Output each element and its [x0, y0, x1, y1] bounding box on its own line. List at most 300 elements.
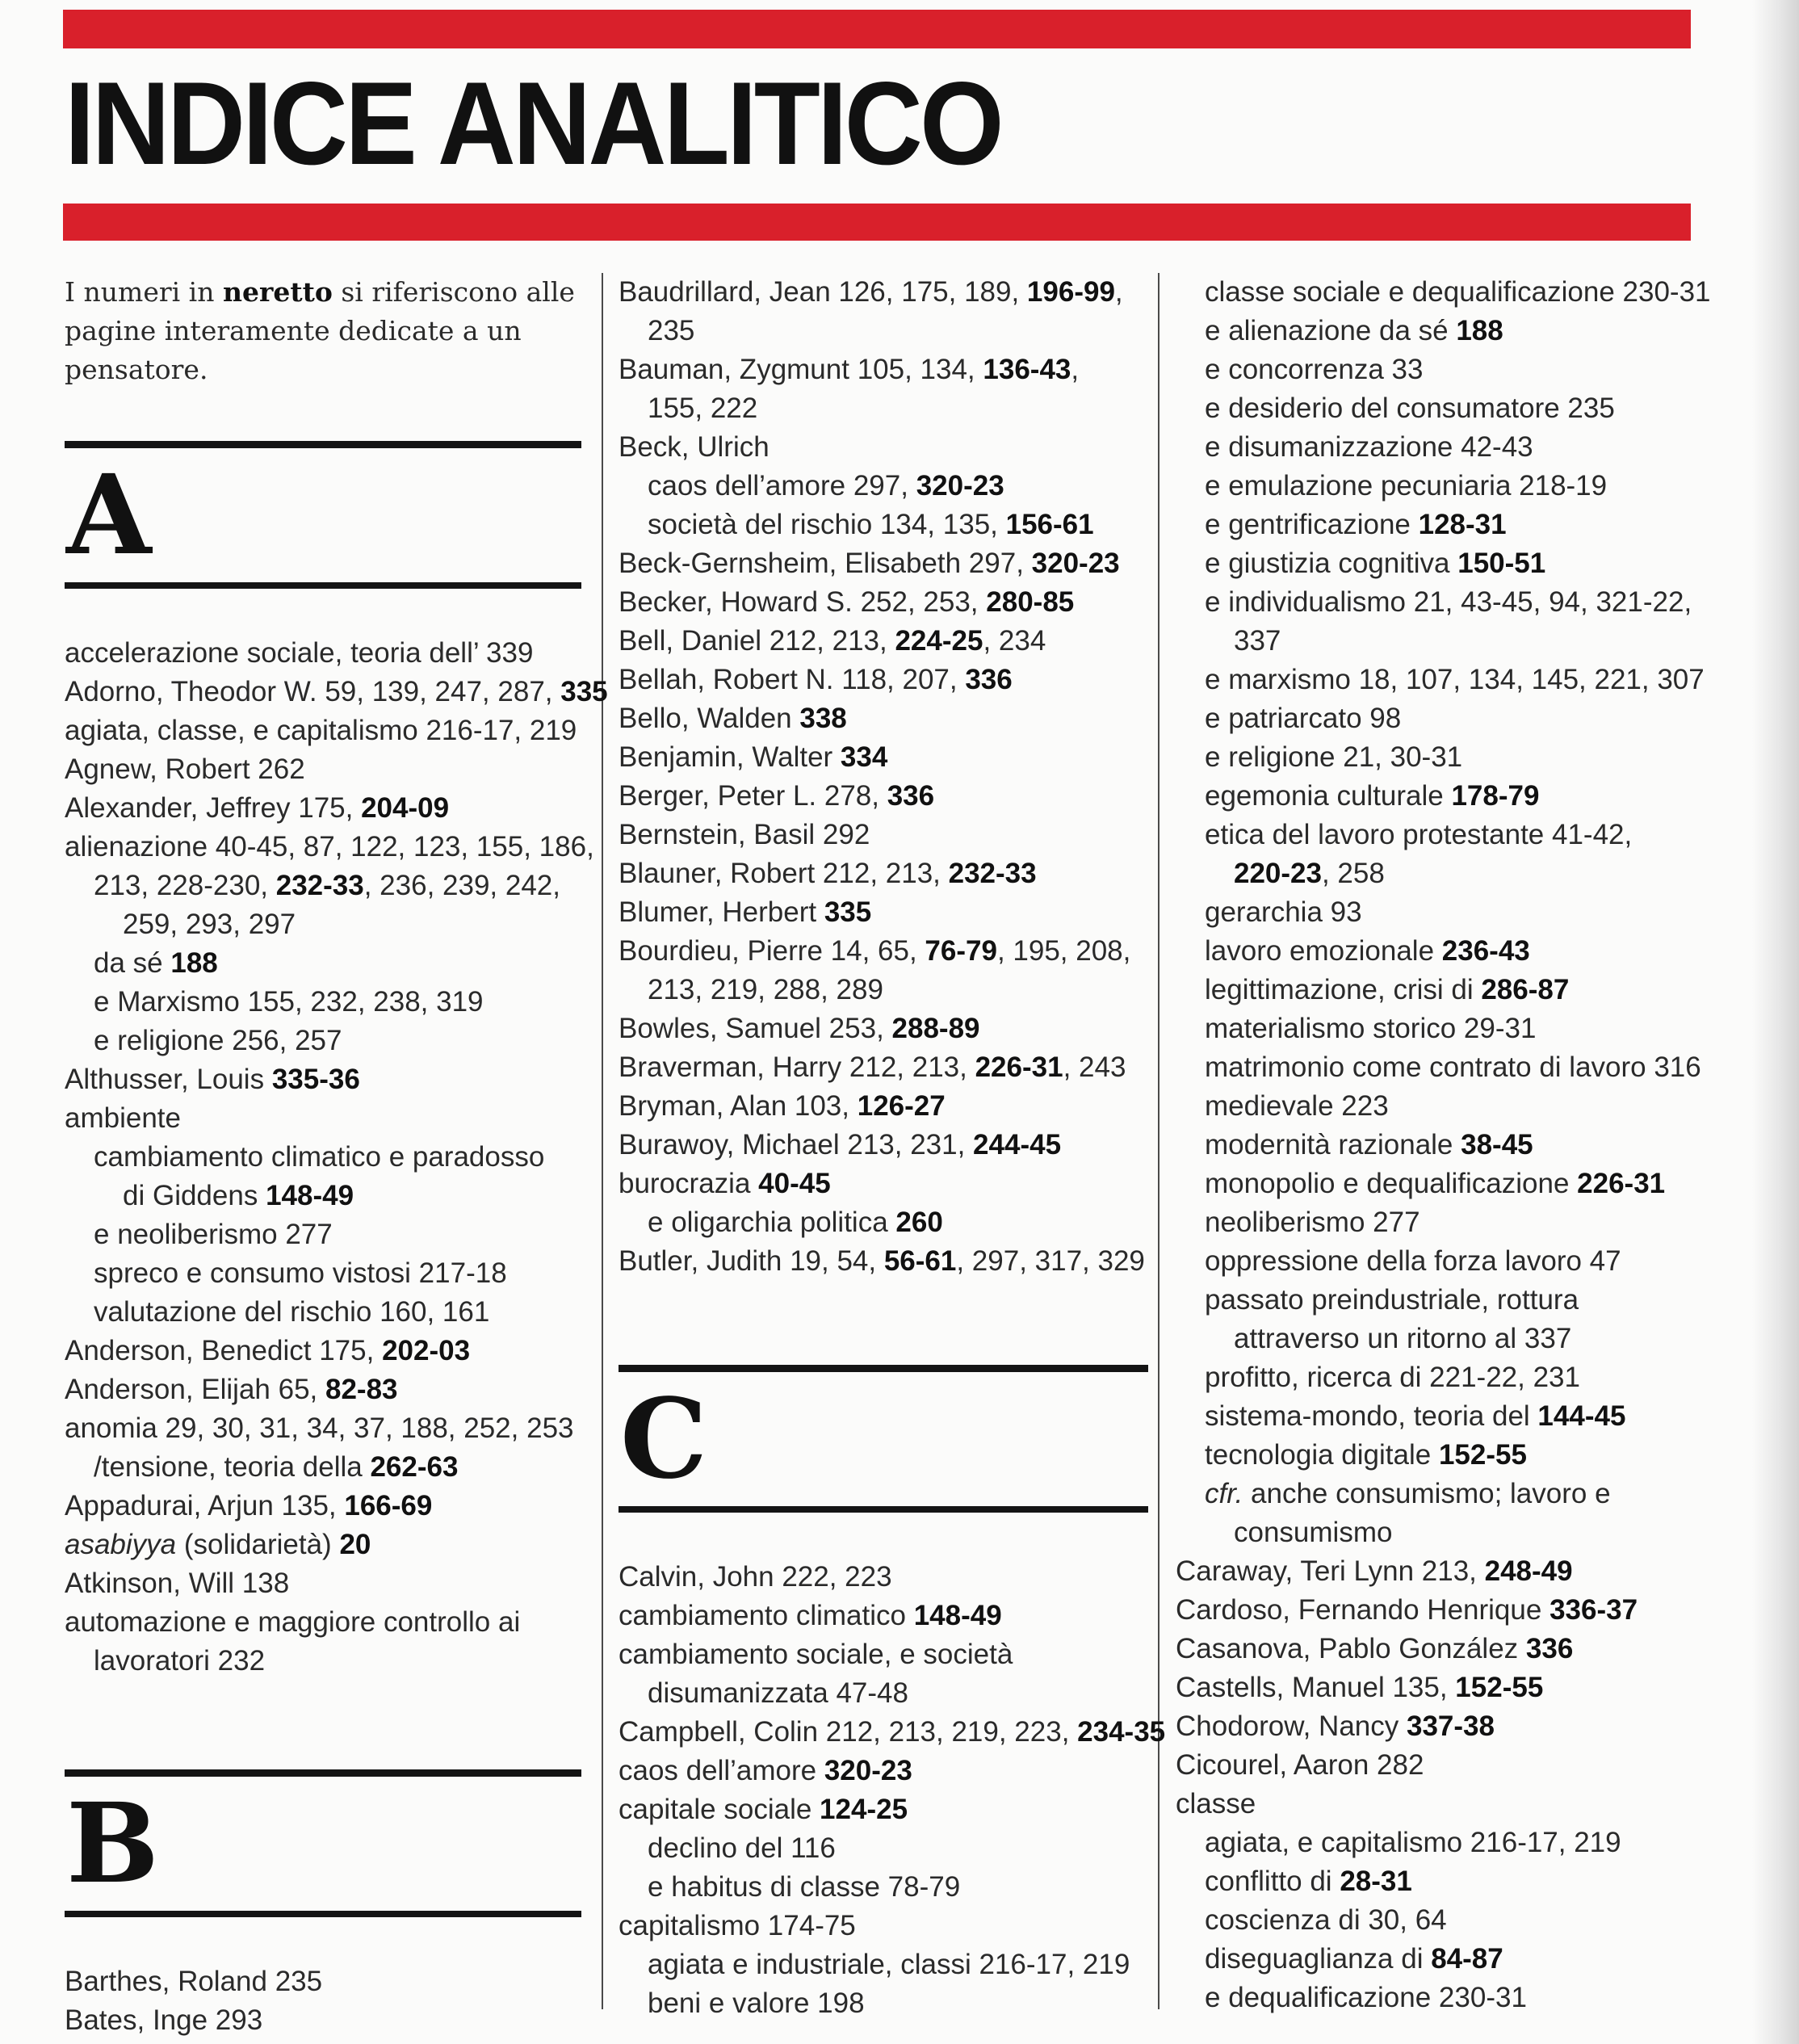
page-ref-bold: 150-51	[1457, 548, 1546, 579]
index-subentry	[65, 1177, 581, 1215]
index-subentry	[619, 506, 1148, 544]
entry-text: Braverman, Harry 212, 213,	[619, 1051, 975, 1083]
index-subentry	[1176, 1475, 1741, 1513]
column-divider	[1158, 273, 1159, 2009]
index-entry	[619, 1126, 1148, 1165]
index-subentry	[1176, 1320, 1741, 1358]
index-entry	[619, 428, 1148, 467]
entry-text: conflitto di	[1205, 1866, 1340, 1897]
entry-text: Blauner, Robert 212, 213,	[619, 858, 949, 889]
index-subentry	[619, 1203, 1148, 1242]
entry-text: tecnologia digitale	[1205, 1439, 1439, 1471]
entry-text: medievale 223	[1205, 1090, 1389, 1122]
title-bar-top	[63, 10, 1691, 48]
index-subentry	[1176, 1436, 1741, 1475]
page-ref-bold: 196-99	[1026, 276, 1115, 308]
page-ref-bold: 335-36	[271, 1064, 360, 1095]
page-ref-bold: 320-23	[916, 470, 1004, 502]
index-subentry	[1176, 467, 1741, 506]
page-ref-bold: 232-33	[275, 870, 364, 901]
entry-text: matrimonio come contrato di lavoro 316	[1205, 1051, 1701, 1083]
entry-text: Bowles, Samuel 253,	[619, 1013, 892, 1044]
index-subentry	[619, 467, 1148, 506]
entry-text: Adorno, Theodor W. 59, 139, 247, 287,	[65, 676, 561, 707]
page-ref-bold: 334	[840, 741, 888, 773]
column-divider	[602, 273, 603, 2009]
entry-text: cambiamento sociale, e società	[619, 1639, 1013, 1670]
index-entry	[619, 932, 1148, 971]
entry-text: e neoliberismo 277	[94, 1219, 333, 1250]
index-subentry	[1176, 1203, 1741, 1242]
entry-text: Cicourel, Aaron 282	[1176, 1749, 1424, 1781]
page-ref-bold: 76-79	[925, 935, 997, 967]
index-subentry	[619, 1868, 1148, 1907]
entry-text: Cardoso, Fernando Henrique	[1176, 1594, 1550, 1626]
page-ref-bold: 40-45	[758, 1168, 831, 1199]
entry-text: ,	[1114, 276, 1123, 308]
index-subentry	[1176, 389, 1741, 428]
title-bar-bottom	[63, 204, 1691, 241]
entry-text: Anderson, Elijah 65,	[65, 1374, 325, 1405]
entry-text: Appadurai, Arjun 135,	[65, 1490, 345, 1521]
index-subentry	[1176, 1979, 1741, 2017]
entries-c-continued	[1176, 273, 1741, 2017]
entry-text: Bell, Daniel 212, 213,	[619, 625, 895, 657]
entry-text: neoliberismo 277	[1205, 1207, 1420, 1238]
entry-text: egemonia culturale	[1205, 780, 1452, 812]
index-entry	[65, 1526, 581, 1564]
index-entry	[619, 273, 1148, 312]
index-subentry	[1176, 1126, 1741, 1165]
index-entry	[65, 750, 581, 789]
index-entry	[65, 1060, 581, 1099]
index-entry	[1176, 1630, 1741, 1668]
entry-text: consumismo	[1234, 1517, 1393, 1548]
page-ref-bold: 56-61	[883, 1245, 957, 1277]
entry-text: e alienazione da sé	[1205, 315, 1457, 346]
page-ref-bold: 84-87	[1431, 1943, 1503, 1975]
entry-text: spreco e consumo vistosi 217-18	[94, 1257, 507, 1289]
entry-text: modernità razionale	[1205, 1129, 1461, 1161]
index-entry	[619, 1907, 1148, 1945]
index-entry	[619, 893, 1148, 932]
index-entry	[619, 661, 1148, 699]
entry-text: di Giddens	[123, 1180, 266, 1211]
index-subentry	[1176, 1358, 1741, 1397]
entry-text: Atkinson, Will 138	[65, 1568, 290, 1599]
page-ref-bold: 320-23	[824, 1755, 912, 1786]
index-subentry	[1176, 699, 1741, 738]
index-subentry	[1176, 1397, 1741, 1436]
entry-text: Calvin, John 222, 223	[619, 1561, 892, 1593]
page-ref-bold: 188	[170, 947, 218, 979]
index-entry	[1176, 1707, 1741, 1746]
index-entry	[1176, 1746, 1741, 1785]
entry-text: e disumanizzazione 42-43	[1205, 431, 1533, 463]
page-ref-bold: 236-43	[1441, 935, 1530, 967]
entry-text: agiata e industriale, classi 216-17, 219	[648, 1949, 1130, 1980]
entry-text: profitto, ricerca di 221-22, 231	[1205, 1362, 1580, 1393]
index-entry	[65, 2001, 581, 2040]
index-subentry	[65, 1022, 581, 1060]
index-entry	[65, 711, 581, 750]
entry-text: cambiamento climatico	[619, 1600, 914, 1631]
entries-b	[65, 1962, 581, 2040]
page-ref-bold: 28-31	[1340, 1866, 1412, 1897]
index-entry	[619, 699, 1148, 738]
entry-text: , 258	[1321, 858, 1385, 889]
index-subentry	[65, 1448, 581, 1487]
index-entry	[65, 673, 608, 711]
index-entry	[65, 1962, 581, 2001]
entries-b-continued	[619, 273, 1148, 1281]
section-letter: B	[66, 1779, 157, 1908]
section-rule-top	[65, 441, 581, 448]
index-subentry	[1176, 1940, 1741, 1979]
index-entry	[65, 828, 594, 867]
entry-text: alienazione 40-45, 87, 122, 123, 155, 186,	[65, 831, 594, 863]
section-rule-top	[619, 1365, 1148, 1372]
index-entry	[619, 777, 1148, 816]
index-subentry	[1176, 1048, 1741, 1087]
entry-text: e patriarcato 98	[1205, 703, 1402, 734]
index-subentry	[65, 1254, 581, 1293]
entry-text: 337	[1234, 625, 1281, 657]
page-ref-bold: 234-35	[1077, 1716, 1166, 1748]
index-subentry	[65, 1215, 581, 1254]
page-ref-bold: 288-89	[891, 1013, 980, 1044]
index-subentry	[1176, 1862, 1741, 1901]
entry-text: monopolio e dequalificazione	[1205, 1168, 1578, 1199]
index-subentry	[1176, 1281, 1741, 1320]
entry-text: Anderson, Benedict 175,	[65, 1335, 383, 1366]
entry-text: Alexander, Jeffrey 175,	[65, 792, 362, 824]
index-subentry	[1176, 622, 1741, 661]
page-ref-bold: 152-55	[1438, 1439, 1527, 1471]
index-subentry	[1176, 1087, 1741, 1126]
index-subentry	[619, 971, 1148, 1009]
section-rule-top	[65, 1769, 581, 1777]
section-header-b	[65, 1769, 581, 1917]
index-entry	[619, 622, 1148, 661]
index-subentry	[65, 1642, 581, 1681]
entry-text: , 236, 239, 242,	[363, 870, 560, 901]
entry-text: caos dell’amore	[619, 1755, 824, 1786]
index-column-3	[1176, 273, 1741, 2017]
entry-text: gerarchia 93	[1205, 896, 1362, 928]
index-subentry	[619, 1984, 1148, 2023]
section-rule-bottom	[65, 1911, 581, 1917]
index-column-1	[65, 273, 608, 2040]
page-ref-bold: 128-31	[1418, 509, 1507, 540]
index-entry	[65, 1099, 581, 1138]
index-subentry	[1176, 1165, 1741, 1203]
entry-text: lavoro emozionale	[1205, 935, 1442, 967]
index-subentry	[1176, 816, 1741, 854]
page-ref-bold: 244-45	[973, 1129, 1062, 1161]
entry-text: Burawoy, Michael 213, 231,	[619, 1129, 974, 1161]
page-ref-bold: 156-61	[1005, 509, 1094, 540]
index-subentry	[619, 1829, 1148, 1868]
page-ref-bold: 337-38	[1406, 1710, 1495, 1742]
index-subentry	[65, 1293, 581, 1332]
entry-text: Caraway, Teri Lynn 213,	[1176, 1555, 1485, 1587]
page-ref-bold: 248-49	[1484, 1555, 1573, 1587]
page-ref-bold: 82-83	[325, 1374, 398, 1405]
index-entry	[65, 789, 581, 828]
page-ref-bold: 262-63	[370, 1451, 459, 1483]
page-ref-bold: 280-85	[986, 586, 1075, 618]
entry-text: coscienza di 30, 64	[1205, 1904, 1447, 1936]
entry-text: e gentrificazione	[1205, 509, 1419, 540]
section-letter: C	[620, 1375, 707, 1504]
index-entry	[619, 1713, 1166, 1752]
index-subentry	[1176, 777, 1741, 816]
index-subentry	[1176, 273, 1741, 312]
page-ref-bold: 204-09	[361, 792, 450, 824]
entry-text: Althusser, Louis	[65, 1064, 272, 1095]
section-rule-bottom	[65, 582, 581, 589]
section-letter: A	[66, 451, 150, 580]
entry-text: e concorrenza 33	[1205, 354, 1424, 385]
entry-text: e individualismo 21, 43-45, 94, 321-22,	[1205, 586, 1692, 618]
index-subentry	[1176, 583, 1741, 622]
entry-text: capitalismo 174-75	[619, 1910, 856, 1941]
entry-text: , 243	[1063, 1051, 1126, 1083]
entry-text: Bellah, Robert N. 118, 207,	[619, 664, 966, 695]
index-subentry	[619, 389, 1148, 428]
entry-text: anomia 29, 30, 31, 34, 37, 188, 252, 253	[65, 1412, 574, 1444]
entry-text: beni e valore 198	[648, 1987, 865, 2019]
index-entry	[1176, 1668, 1741, 1707]
entry-text: agiata, e capitalismo 216-17, 219	[1205, 1827, 1621, 1858]
page-ref-bold: 202-03	[382, 1335, 471, 1366]
index-subentry	[65, 983, 581, 1022]
index-entry	[1176, 1552, 1741, 1591]
page-ref-bold: 286-87	[1481, 974, 1570, 1005]
section-rule-bottom	[619, 1506, 1148, 1513]
index-subentry	[1176, 1824, 1741, 1862]
index-entry	[619, 1087, 1148, 1126]
index-subentry	[1176, 428, 1741, 467]
entry-text: da sé	[94, 947, 171, 979]
entry-text: /tensione, teoria della	[94, 1451, 371, 1483]
page-ref-bold: 220-23	[1234, 858, 1322, 889]
index-entry	[619, 1242, 1148, 1281]
index-subentry	[65, 944, 581, 983]
entry-text: Bates, Inge 293	[65, 2004, 263, 2036]
index-entry	[65, 1332, 581, 1370]
page-ref-bold: 226-31	[1577, 1168, 1666, 1199]
index-entry	[619, 544, 1148, 583]
page-ref-bold: 335	[824, 896, 872, 928]
index-entry	[619, 350, 1148, 389]
entry-text: Blumer, Herbert	[619, 896, 824, 928]
index-subentry	[1176, 738, 1741, 777]
index-subentry	[1176, 661, 1741, 699]
entry-text: Beck-Gernsheim, Elisabeth 297,	[619, 548, 1032, 579]
entry-text: agiata, classe, e capitalismo 216-17, 219	[65, 715, 577, 746]
entry-text: e giustizia cognitiva	[1205, 548, 1458, 579]
page-ref-bold: 338	[799, 703, 847, 734]
entry-text: 155, 222	[648, 392, 758, 424]
entry-text: , 195, 208,	[996, 935, 1131, 967]
index-entry	[619, 1597, 1148, 1635]
entry-text: e oligarchia politica	[648, 1207, 896, 1238]
index-subentry	[1176, 1901, 1741, 1940]
page-ref-bold: 148-49	[913, 1600, 1002, 1631]
page-ref-bold: 335	[560, 676, 608, 707]
entry-text: Becker, Howard S. 252, 253,	[619, 586, 987, 618]
page-ref-bold: 124-25	[820, 1794, 908, 1825]
entry-text: Bauman, Zygmunt 105, 134,	[619, 354, 983, 385]
entry-text: etica del lavoro protestante 41-42,	[1205, 819, 1633, 850]
entry-text: diseguaglianza di	[1205, 1943, 1432, 1975]
index-entry	[65, 1564, 581, 1603]
entry-text: Berger, Peter L. 278,	[619, 780, 887, 812]
index-subentry	[1176, 893, 1741, 932]
entry-text: Chodorow, Nancy	[1176, 1710, 1407, 1742]
entry-text: oppressione della forza lavoro 47	[1205, 1245, 1621, 1277]
entry-text: burocrazia	[619, 1168, 759, 1199]
index-entry	[1176, 1785, 1741, 1824]
index-entry	[619, 1165, 1148, 1203]
entries-c	[619, 1558, 1166, 2023]
entry-text: e emulazione pecuniaria 218-19	[1205, 470, 1608, 502]
entry-text: accelerazione sociale, teoria dell’ 339	[65, 637, 534, 669]
entry-text: lavoratori 232	[94, 1645, 266, 1677]
index-entry	[65, 1603, 581, 1642]
page-ref-bold: 232-33	[948, 858, 1037, 889]
index-entry	[619, 1635, 1148, 1674]
page-ref-bold: 20	[339, 1529, 371, 1560]
index-subentry	[1176, 854, 1741, 893]
index-subentry	[1176, 971, 1741, 1009]
page-title: INDICE ANALITICO	[65, 57, 1001, 189]
index-entry	[65, 634, 581, 673]
index-entry	[619, 854, 1148, 893]
entry-text: e dequalificazione 230-31	[1205, 1982, 1527, 2013]
entry-text: , 297, 317, 329	[956, 1245, 1145, 1277]
index-entry	[619, 583, 1148, 622]
page-ref-bold: 336	[887, 780, 935, 812]
entry-text: società del rischio 134, 135,	[648, 509, 1006, 540]
page-ref-bold: 336	[1525, 1633, 1574, 1664]
entry-text: Bello, Walden	[619, 703, 800, 734]
entry-text: Campbell, Colin 212, 213, 219, 223,	[619, 1716, 1078, 1748]
entry-text: attraverso un ritorno al 337	[1234, 1323, 1572, 1354]
index-subentry	[619, 1945, 1148, 1984]
entry-text: e marxismo 18, 107, 134, 145, 221, 307	[1205, 664, 1705, 695]
page-ref-bold: 166-69	[344, 1490, 433, 1521]
index-subentry	[1176, 1513, 1741, 1552]
entry-text: e habitus di classe 78-79	[648, 1871, 961, 1903]
intro-note: I numeri in neretto si riferiscono alle pagine interamente dedicate a un pensatore.	[65, 276, 575, 385]
page-ref-bold: 224-25	[895, 625, 983, 657]
entry-text: anche consumismo; lavoro e	[1243, 1478, 1611, 1509]
entries-a	[65, 634, 608, 1681]
entry-text: Beck, Ulrich	[619, 431, 770, 463]
entry-text: 213, 219, 288, 289	[648, 974, 883, 1005]
index-entry	[1176, 1591, 1741, 1630]
entry-text: ,	[1071, 354, 1080, 385]
index-subentry	[1176, 1009, 1741, 1048]
index-subentry	[65, 867, 581, 905]
index-subentry	[65, 1138, 581, 1177]
entry-text: capitale sociale	[619, 1794, 820, 1825]
index-subentry	[1176, 350, 1741, 389]
entry-text: Castells, Manuel 135,	[1176, 1672, 1456, 1703]
entry-text: , 234	[983, 625, 1046, 657]
page-ref-bold: 188	[1456, 315, 1503, 346]
page-ref-bold: 320-23	[1031, 548, 1120, 579]
entry-text: Bourdieu, Pierre 14, 65,	[619, 935, 925, 967]
page-ref-bold: 148-49	[266, 1180, 354, 1211]
page-ref-bold: 126-27	[857, 1090, 946, 1122]
entry-text: asabiyya	[65, 1529, 177, 1560]
page-ref-bold: 152-55	[1455, 1672, 1544, 1703]
entry-text: 213, 228-230,	[94, 870, 276, 901]
entry-text: Barthes, Roland 235	[65, 1966, 323, 1997]
page-ref-bold: 260	[895, 1207, 943, 1238]
page-ref-bold: 178-79	[1451, 780, 1540, 812]
entry-text: valutazione del rischio 160, 161	[94, 1296, 490, 1328]
index-subentry	[1176, 1242, 1741, 1281]
index-entry	[65, 1487, 581, 1526]
entry-text: caos dell’amore 297,	[648, 470, 916, 502]
entry-text: classe sociale e dequalificazione 230-31	[1205, 276, 1711, 308]
entry-text: e desiderio del consumatore 235	[1205, 392, 1615, 424]
index-entry	[619, 738, 1148, 777]
entry-text: declino del 116	[648, 1832, 836, 1864]
index-subentry	[1176, 506, 1741, 544]
entry-text: Agnew, Robert 262	[65, 753, 305, 785]
page-ref-bold: 136-43	[983, 354, 1071, 385]
entry-text: sistema-mondo, teoria del	[1205, 1400, 1538, 1432]
entry-text: classe	[1176, 1788, 1256, 1819]
entry-text: (solidarietà)	[176, 1529, 340, 1560]
entry-text: Casanova, Pablo González	[1176, 1633, 1526, 1664]
index-entry	[65, 1409, 581, 1448]
index-entry	[619, 1790, 1148, 1829]
index-column-2	[619, 273, 1166, 2023]
index-entry	[619, 1009, 1148, 1048]
entry-text: disumanizzata 47-48	[648, 1677, 908, 1709]
section-header-a	[65, 441, 581, 589]
intro-bold-word: neretto	[222, 276, 333, 308]
section-header-c	[619, 1365, 1148, 1513]
index-subentry	[619, 312, 1148, 350]
entry-text: Benjamin, Walter	[619, 741, 841, 773]
page-ref-bold: 144-45	[1537, 1400, 1626, 1432]
entry-text: e Marxismo 155, 232, 238, 319	[94, 986, 484, 1018]
entry-text: 235	[648, 315, 695, 346]
page-edge-shadow	[1752, 0, 1799, 2044]
entry-text: Baudrillard, Jean 126, 175, 189,	[619, 276, 1027, 308]
page-ref-bold: 336-37	[1549, 1594, 1638, 1626]
entry-text: passato preindustriale, rottura	[1205, 1284, 1579, 1316]
index-subentry	[1176, 932, 1741, 971]
index-entry	[619, 1558, 1148, 1597]
index-entry	[619, 1048, 1148, 1087]
entry-text: ambiente	[65, 1102, 181, 1134]
entry-text: materialismo storico 29-31	[1205, 1013, 1537, 1044]
page-ref-bold: 336	[965, 664, 1013, 695]
page-ref-bold: 38-45	[1461, 1129, 1533, 1161]
entry-text: e religione 21, 30-31	[1205, 741, 1463, 773]
index-entry	[619, 816, 1148, 854]
entry-text: Butler, Judith 19, 54,	[619, 1245, 884, 1277]
